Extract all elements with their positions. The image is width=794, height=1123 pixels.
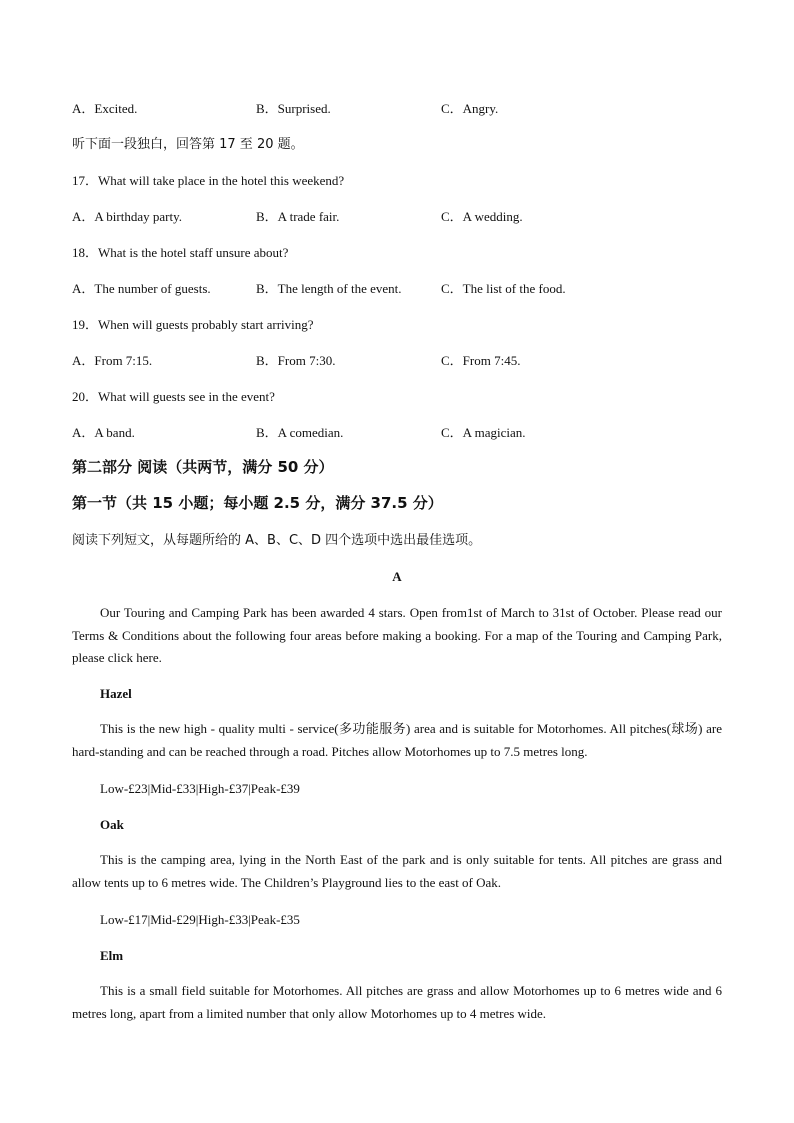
q20-option-b: B．A comedian. [256, 425, 344, 440]
q19-question: 19．When will guests probably start arriving? [72, 317, 314, 332]
hazel-title: Hazel [100, 686, 132, 701]
q20-option-a: A．A band. [72, 425, 135, 440]
q18-option-c: C．The list of the food. [441, 281, 566, 296]
oak-text: This is the camping area, lying in the North East of the park and is only suitable for tents. All pitches are grass and allow tents up to 6 metres wide. The Children’s Playground lies to the east of Oak. [72, 852, 722, 890]
q17-option-b: B．A trade fair. [256, 209, 340, 224]
q16-option-a: A．Excited. [72, 101, 138, 116]
q17-option-a: A．A birthday party. [72, 209, 182, 224]
passage-intro: Our Touring and Camping Park has been awarded 4 stars. Open from1st of March to 31st of October. Please read our Terms & Conditions about the following four areas before making a booking. For a map of the Touring and Camping Park, please click here. [72, 605, 722, 665]
part2-heading: 第二部分 阅读（共两节，满分 50 分） [72, 458, 334, 476]
q17-option-c: C．A wedding. [441, 209, 523, 224]
q20-question: 20．What will guests see in the event? [72, 389, 275, 404]
oak-title: Oak [100, 817, 124, 832]
passage-label: A [392, 569, 402, 584]
hazel-text: This is the new high - quality multi - service(多功能服务) area and is suitable for Motorhomes. All pitches(球场) are hard-standing and can be reached through a road. Pitches allow Motorhomes up to 7.5 metres long. [72, 721, 722, 759]
elm-text: This is a small field suitable for Motorhomes. All pitches are grass and allow Motorhomes up to 6 metres wide and 6 metres long, apart from a limited number that only allow Motorhomes up to 4 metres wide. [72, 983, 722, 1021]
q19-option-b: B．From 7:30. [256, 353, 336, 368]
reading-instruction: 阅读下列短文，从每题所给的 A、B、C、D 四个选项中选出最佳选项。 [72, 533, 482, 548]
q19-option-a: A．From 7:15. [72, 353, 153, 368]
hazel-prices: Low-£23|Mid-£33|High-£37|Peak-£39 [100, 781, 300, 796]
oak-prices: Low-£17|Mid-£29|High-£33|Peak-£35 [100, 912, 300, 927]
elm-title: Elm [100, 948, 124, 963]
q17-question: 17．What will take place in the hotel this weekend? [72, 173, 345, 188]
q18-option-a: A．The number of guests. [72, 281, 211, 296]
listening-instruction: 听下面一段独白，回答第 17 至 20 题。 [72, 137, 304, 152]
section1-heading: 第一节（共 15 小题；每小题 2.5 分，满分 37.5 分） [72, 494, 443, 512]
q20-option-c: C．A magician. [441, 425, 526, 440]
q16-option-c: C．Angry. [441, 101, 499, 116]
q19-option-c: C．From 7:45. [441, 353, 521, 368]
q18-question: 18．What is the hotel staff unsure about? [72, 245, 289, 260]
q18-option-b: B．The length of the event. [256, 281, 402, 296]
q16-option-b: B．Surprised. [256, 101, 331, 116]
